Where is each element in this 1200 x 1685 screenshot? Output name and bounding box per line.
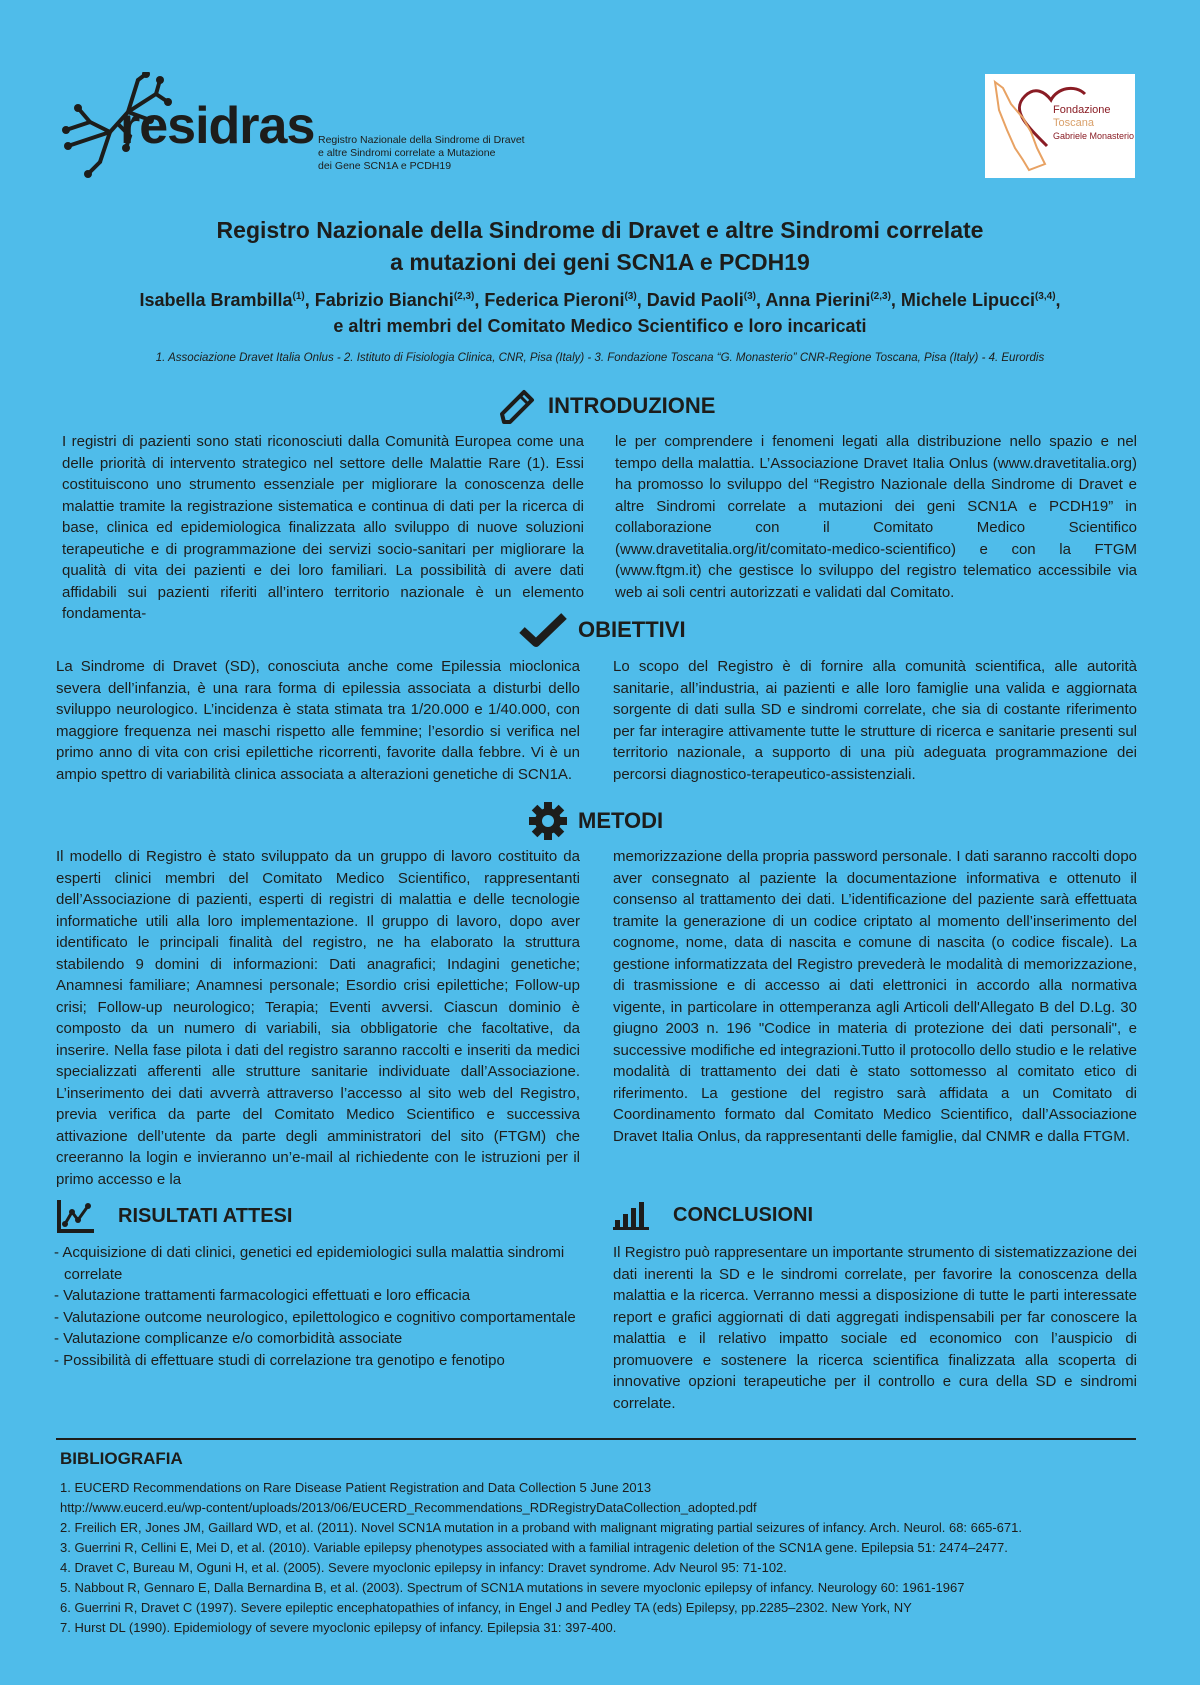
registro-line: e altre Sindromi correlate a Mutazione — [318, 147, 496, 159]
checkmark-icon — [518, 612, 568, 648]
reference: 6. Guerrini R, Dravet C (1997). Severe epileptic encephatopathies of infancy, in Engel J and Pedley TA (eds) Epilepsy, pp.2285–2302. New York, NY — [60, 1600, 912, 1615]
line-chart-icon — [56, 1198, 96, 1234]
section-title: RISULTATI ATTESI — [118, 1204, 293, 1227]
reference-url: http://www.eucerd.eu/wp-content/uploads/2013/06/EUCERD_Recommendations_RDRegistryDataCollection_adopted.pdf — [60, 1500, 757, 1515]
bibliography-heading: BIBLIOGRAFIA — [60, 1449, 183, 1468]
authors — [60, 284, 1140, 339]
section-title: METODI — [578, 808, 664, 833]
list-item: - Possibilità di effettuare studi di correlazione tra genotipo e fenotipo — [54, 1351, 505, 1369]
introduzione-right-column: le per comprendere i fenomeni legati alla distribuzione nello spazio e nel tempo della malattia. L’Associazione Dravet Italia Onlus (www.dravetitalia.org) ha promosso lo sviluppo del “Registro Nazionale della Sindrome di Dravet e altre Sindromi correlate a mutazioni dei geni SCN1A e PCDH19” in collaborazione con il Comitato Medico Scientifico (www.dravetitalia.org/it/comitato-medico-scientifico) e con la FTGM (www.ftgm.it) che gestisce lo sviluppo del registro telematico accessibile via web ai soli centri autorizzati e validati dal Comitato. — [615, 433, 1137, 601]
introduzione-heading — [498, 388, 715, 424]
authors-line-2: e altri membri del Comitato Medico Scientifico e loro incaricati — [333, 316, 867, 336]
registro-subtitle — [318, 134, 558, 173]
reference: 3. Guerrini R, Cellini E, Mei D, et al. (2010). Variable epilepsy phenotypes associated with a familial intragenic deletion of the SCN1A gene. Epilepsia 51: 2474–2477. — [60, 1540, 1008, 1555]
introduzione-left-column: I registri di pazienti sono stati riconosciuti dalla Comunità Europea come una delle priorità di intervento strategico nel settore delle Malattie Rare (1). Essi costituiscono uno strumento essenziale per migliorare la conoscenza delle malattie tramite la registrazione sistematica e continua di dati per la ricerca di base, clinica ed epidemiologica finalizzata allo sviluppo di nuove soluzioni terapeutiche e di programmazione dei servizi socio-sanitari per migliorare la qualità di vita dei pazienti e dei loro familiari. La possibilità di avere dati affidabili sui pazienti riferiti all’intero territorio nazionale è un elemento fondamenta- — [62, 433, 584, 622]
title-line: a mutazioni dei geni SCN1A e PCDH19 — [390, 249, 810, 275]
conclusioni-text: Il Registro può rappresentare un importante strumento di sistematizzazione dei dati inerenti la SD e le sindromi correlate, per favorire la conoscenza della malattia e la ricerca. Verranno messi a disposizione di tutte le parti interessate report e grafici aggiornati di dati aggregati indispensabili per far conoscere la malattia e il relativo impatto sociale ed economico con l’auspicio di promuovere e sostenere la ricerca scientifica finalizzata alla scoperta di innovative opzioni terapeutiche per il controllo e cura della SD e sindromi correlate. — [613, 1244, 1137, 1412]
list-item: - Acquisizione di dati clinici, genetici ed epidemiologici sulla malattia sindromi correlate — [54, 1244, 565, 1283]
authors-line-1 — [60, 284, 1140, 313]
bibliography-divider — [56, 1438, 1136, 1440]
affiliations: 1. Associazione Dravet Italia Onlus - 2. Istituto di Fisiologia Clinica, CNR, Pisa (Italy) - 3. Fondazione Toscana “G. Monasterio” CNR-Regione Toscana, Pisa (Italy) - 4. Eurordis — [155, 352, 1045, 364]
pencil-icon — [498, 388, 538, 424]
reference: 1. EUCERD Recommendations on Rare Disease Patient Registration and Data Collection 5 June 2013 — [60, 1480, 652, 1495]
reference: 7. Hurst DL (1990). Epidemiology of severe myoclonic epilepsy of infancy. Epilepsia 31: 397-400. — [60, 1620, 617, 1635]
bar-chart-icon — [613, 1200, 651, 1230]
ft-name-line: Fondazione — [1053, 104, 1111, 116]
risultati-list — [54, 1242, 594, 1371]
author: Isabella Brambilla$^{(1)}$, — [139, 290, 315, 310]
metodi-heading — [528, 801, 663, 841]
section-title: CONCLUSIONI — [673, 1203, 813, 1226]
residras-logo — [60, 72, 315, 182]
author: David Paoli$^{(3)}$, — [646, 290, 766, 310]
author: Federica Pieroni$^{(3)}$, — [484, 290, 647, 310]
ft-name-line: Gabriele Monasterio — [1053, 131, 1135, 141]
ft-name-line: Toscana — [1053, 117, 1094, 129]
conclusioni-heading — [613, 1200, 813, 1230]
list-item: - Valutazione outcome neurologico, epilettologico e cognitivo comportamentale — [54, 1308, 576, 1326]
reference: 5. Nabbout R, Gennaro E, Dalla Bernardina B, et al. (2003). Spectrum of SCN1A mutations in severe myoclonic epilepsy of infancy. Neurology 60: 1961-1967 — [60, 1580, 965, 1595]
metodi-left-column: Il modello di Registro è stato sviluppato da un gruppo di lavoro costituito da esperti clinici membri del Comitato Medico Scientifico, rappresentanti dell’Associazione di pazienti, esperti di registri di malattia e delle tecnologie informatiche utili alla loro implementazione. Il gruppo di lavoro, dopo aver identificato le principali finalità del registro, ne ha elaborato la struttura stabilendo 9 domini di informazioni: Dati anagrafici; Indagini genetiche; Anamnesi familiare; Anamnesi personale; Esordio crisi epilettiche; Follow-up crisi; Follow-up neurologico; Terapia; Eventi avversi. Ciascun dominio è composto da un numero di variabili, sia obbligatorie che facoltative, da inserire. Nella fase pilota i dati del registro saranno raccolti e inseriti da medici specializzati afferenti alle strutture sanitarie individuate dall’Associazione. L’inserimento dei dati avverrà attraverso l’accesso al sito web del Registro, previa verifica da parte del Comitato Medico Scientifico e successiva attivazione dell’utente da parte degli amministratori del sito (FTGM) che creeranno la login e invieranno un’e-mail al richiedente con le istruzioni per il primo accesso e la — [56, 848, 580, 1188]
metodi-right-column: memorizzazione della propria password personale. I dati saranno raccolti dopo aver consegnato al paziente la documentazione informativa e ottenuto il consenso al trattamento dei dati. L’identificazione del paziente sarà effettuata tramite la generazione di un codice criptato al momento dell’inserimento del cognome, nome, data di nascita e comune di nascita (o codice fiscale). La gestione informatizzata del Registro prevederà le modalità di memorizzazione, di trasmissione e di accesso ai dati elettronici in accordo alla normativa vigente, in particolare in ottemperanza agli Articoli dell'Allegato B del D.Lg. 30 giugno 2003 n. 196 "Codice in materia di protezione dei dati personali", e successive modifiche ed integrazioni.Tutto il protocollo dello studio e le relative modalità di trattamento dei dati è stato sottomesso al comitato etico di riferimento. La gestione del registro sarà affidata a un Comitato di Coordinamento formato dal Comitato Medico Scientifico, dall’Associazione Dravet Italia Onlus, da rappresentanti delle famiglie, dal CNMR e dalla FTGM. — [613, 848, 1137, 1145]
obiettivi-left-column: La Sindrome di Dravet (SD), conosciuta anche come Epilessia mioclonica severa dell’infanzia, è una rara forma di epilessia associata a disturbi dello sviluppo neurologico. L’incidenza è stata stimata tra 1/20.000 e 1/40.000, con maggiore frequenza nei maschi rispetto alle femmine; l’esordio si verifica nel primo anno di vita con crisi epilettiche ricorrenti, favorite dalla febbre. Vi è un ampio spettro di variabilità clinica associata a alterazioni genetiche di SCN1A. — [56, 658, 580, 783]
registro-line: Registro Nazionale della Sindrome di Dravet — [318, 134, 525, 146]
risultati-heading — [56, 1198, 292, 1234]
logo-wordmark: residras — [120, 97, 315, 155]
title-line: Registro Nazionale della Sindrome di Dravet e altre Sindromi correlate — [216, 217, 984, 243]
bibliography-list — [60, 1478, 1140, 1638]
author: Anna Pierini$^{(2,3)}$, — [765, 290, 901, 310]
registro-line: dei Gene SCN1A e PCDH19 — [318, 160, 452, 172]
list-item: - Valutazione trattamenti farmacologici effettuati e loro efficacia — [54, 1287, 471, 1304]
obiettivi-right-column: Lo scopo del Registro è di fornire alla comunità scientifica, alle autorità sanitarie, all’industria, ai pazienti e alle loro famiglie una valida e aggiornata sorgente di dati sulla SD e sindromi correlate, che sia di costante riferimento per far interagire attivamente tutte le strutture di ricerca e sanitarie presenti sul territorio nazionale, a supporto di una più adeguata programmazione dei percorsi diagnostico-terapeutico-assistenziali. — [613, 658, 1137, 783]
section-title: OBIETTIVI — [578, 617, 686, 642]
author: Fabrizio Bianchi$^{(2,3)}$, — [314, 290, 485, 310]
gear-icon — [528, 801, 568, 841]
list-item: - Valutazione complicanze e/o comorbidità associate — [54, 1330, 403, 1347]
reference: 4. Dravet C, Bureau M, Oguni H, et al. (2005). Severe myoclonic epilepsy in infancy: Dravet syndrome. Adv Neurol 95: 71-102. — [60, 1560, 787, 1575]
fondazione-toscana-logo — [985, 74, 1135, 178]
reference: 2. Freilich ER, Jones JM, Gaillard WD, et al. (2011). Novel SCN1A mutation in a proband with malignant migrating partial seizures of infancy. Arch. Neurol. 68: 665-671. — [60, 1520, 1022, 1535]
poster-title — [60, 214, 1140, 278]
obiettivi-heading — [518, 612, 686, 648]
section-title: INTRODUZIONE — [548, 393, 716, 418]
title-block — [60, 214, 1140, 339]
author: Michele Lipucci$^{(3,4)}$, — [900, 290, 1061, 310]
